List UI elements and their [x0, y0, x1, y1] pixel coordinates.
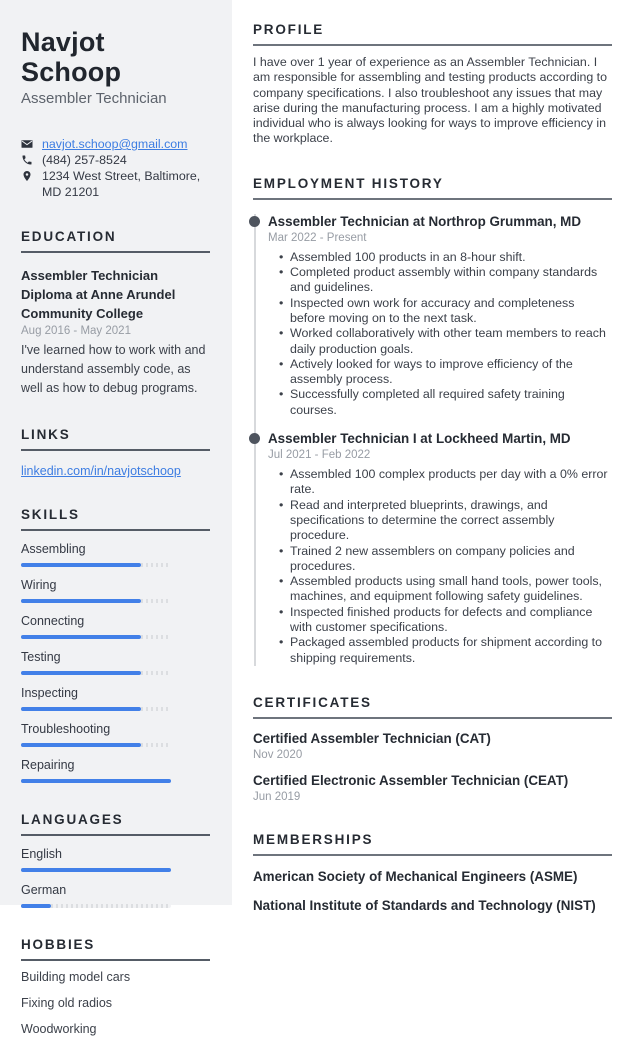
- sidebar: [0, 0, 232, 1036]
- contact-email-row: [21, 136, 210, 152]
- phone-icon: [21, 154, 33, 166]
- job-dates: Jul 2021 - Feb 2022: [268, 449, 371, 462]
- certificates-section: [253, 695, 612, 803]
- employment-timeline: [254, 214, 612, 666]
- skill-item: [21, 578, 210, 603]
- language-item: [21, 883, 210, 908]
- phone-number: (484) 257-8524: [42, 153, 127, 167]
- education-section: [21, 229, 210, 398]
- certificate-entry: [253, 731, 612, 761]
- link-item: [21, 464, 210, 478]
- language-bar-fill: [21, 904, 51, 908]
- certificate-title: Certified Assembler Technician (CAT): [253, 730, 491, 746]
- memberships-heading: MEMBERSHIPS: [253, 832, 612, 856]
- memberships-section: [253, 832, 612, 914]
- language-bar-fill: [21, 868, 171, 872]
- skill-label: Assembling: [21, 542, 86, 556]
- job-bullet: • Successfully completed all required safety training courses.: [290, 387, 612, 418]
- links-heading: LINKS: [21, 427, 210, 451]
- hobby-item: Fixing old radios: [21, 996, 113, 1010]
- person-job-title: Assembler Technician: [21, 90, 167, 107]
- hobby-item: Woodworking: [21, 1022, 97, 1036]
- skill-item: [21, 614, 210, 639]
- skill-item: [21, 758, 210, 783]
- job-entry: [256, 431, 612, 666]
- certificates-heading: CERTIFICATES: [253, 695, 612, 719]
- contact-phone-row: [21, 152, 210, 168]
- skill-bar-fill: [21, 707, 141, 711]
- skill-bar-track: [21, 671, 171, 675]
- email-link[interactable]: navjot.schoop@gmail.com: [42, 137, 188, 151]
- certificate-date: Nov 2020: [253, 748, 303, 761]
- skill-bar-track: [21, 707, 171, 711]
- education-heading: EDUCATION: [21, 229, 210, 253]
- job-entry: [256, 214, 612, 418]
- language-item: [21, 847, 210, 872]
- skills-section: [21, 507, 210, 783]
- job-bullet-list: [268, 467, 612, 666]
- skill-bar-track: [21, 779, 171, 783]
- timeline-dot-icon: [249, 433, 260, 444]
- job-bullet: • Assembled products using small hand tools, power tools, machines, and equipment following safety guidelines.: [290, 574, 612, 605]
- hobby-item: Building model cars: [21, 970, 131, 984]
- contact-address-row: [21, 168, 210, 200]
- job-bullet: • Completed product assembly within company standards and guidelines.: [290, 265, 612, 296]
- employment-heading: EMPLOYMENT HISTORY: [253, 176, 612, 200]
- profile-heading: PROFILE: [253, 22, 612, 46]
- job-bullet: • Assembled 100 complex products per day with a 0% error rate.: [290, 467, 612, 498]
- languages-heading: LANGUAGES: [21, 812, 210, 836]
- profile-section: [253, 22, 612, 147]
- skill-bar-track: [21, 635, 171, 639]
- main-column: [232, 0, 640, 913]
- skill-bar-track: [21, 599, 171, 603]
- job-bullet: • Packaged assembled products for shipment according to shipping requirements.: [290, 635, 612, 666]
- education-description: I've learned how to work with and understand assembly code, as well as how to debug programs.: [21, 343, 206, 395]
- job-bullet: • Trained 2 new assemblers on company policies and procedures.: [290, 544, 612, 575]
- job-bullet: • Assembled 100 products in an 8-hour shift.: [290, 250, 612, 265]
- job-bullet: • Inspected own work for accuracy and completeness before moving on to the next task.: [290, 296, 612, 327]
- skill-item: [21, 650, 210, 675]
- skill-label: Repairing: [21, 758, 75, 772]
- membership-entry: National Institute of Standards and Technology (NIST): [253, 897, 596, 913]
- job-bullet-list: [268, 250, 612, 418]
- address-text: 1234 West Street, Baltimore, MD 21201: [42, 169, 201, 199]
- job-title: Assembler Technician at Northrop Grumman, MD: [268, 213, 581, 229]
- education-dates: Aug 2016 - May 2021: [21, 325, 131, 337]
- skill-bar-track: [21, 563, 171, 567]
- email-icon: [21, 138, 33, 150]
- skill-bar-fill: [21, 671, 141, 675]
- skill-bar-fill: [21, 635, 141, 639]
- skill-item: [21, 686, 210, 711]
- language-label: English: [21, 847, 62, 861]
- certificate-entry: [253, 773, 612, 803]
- skill-bar-fill: [21, 743, 141, 747]
- language-bar-track: [21, 904, 171, 908]
- job-bullet: • Read and interpreted blueprints, drawings, and specifications to determine the correct assembly procedure.: [290, 498, 612, 544]
- location-icon: [21, 170, 33, 182]
- skill-bar-track: [21, 743, 171, 747]
- skill-label: Connecting: [21, 614, 85, 628]
- linkedin-link[interactable]: linkedin.com/in/navjotschoop: [21, 464, 181, 478]
- hobbies-heading: HOBBIES: [21, 937, 210, 961]
- education-degree: Assembler Technician Diploma at Anne Arundel Community College: [21, 268, 176, 321]
- skill-bar-fill: [21, 599, 141, 603]
- hobbies-section: [21, 937, 210, 1039]
- job-dates: Mar 2022 - Present: [268, 231, 367, 244]
- employment-section: [253, 176, 612, 666]
- job-bullet: • Inspected finished products for defects and compliance with customer specifications.: [290, 605, 612, 636]
- skill-label: Wiring: [21, 578, 57, 592]
- links-section: [21, 427, 210, 478]
- person-name: Navjot Schoop: [21, 27, 122, 87]
- job-title: Assembler Technician I at Lockheed Martin, MD: [268, 431, 571, 447]
- timeline-dot-icon: [249, 216, 260, 227]
- skills-heading: SKILLS: [21, 507, 210, 531]
- membership-entry: American Society of Mechanical Engineers (ASME): [253, 868, 578, 884]
- job-bullet: • Worked collaboratively with other team members to reach daily production goals.: [290, 326, 612, 357]
- job-bullet: • Actively looked for ways to improve efficiency of the assembly process.: [290, 357, 612, 388]
- certificate-date: Jun 2019: [253, 790, 301, 803]
- profile-text: I have over 1 year of experience as an Assembler Technician. I am responsible for assembling and testing products according to company specifications. I also troubleshoot any issues that may arise during the manufacturing process. I am a highly motivated individual who is always looking for ways to improve efficiency in the workplace.: [253, 55, 608, 146]
- skill-item: [21, 542, 210, 567]
- languages-section: [21, 812, 210, 908]
- skill-bar-fill: [21, 779, 171, 783]
- skill-label: Troubleshooting: [21, 722, 111, 736]
- skill-label: Inspecting: [21, 686, 78, 700]
- certificate-title: Certified Electronic Assembler Technician (CEAT): [253, 772, 569, 788]
- skill-label: Testing: [21, 650, 61, 664]
- skill-bar-fill: [21, 563, 141, 567]
- contact-block: [21, 136, 210, 200]
- skill-item: [21, 722, 210, 747]
- language-label: German: [21, 883, 67, 897]
- language-bar-track: [21, 868, 171, 872]
